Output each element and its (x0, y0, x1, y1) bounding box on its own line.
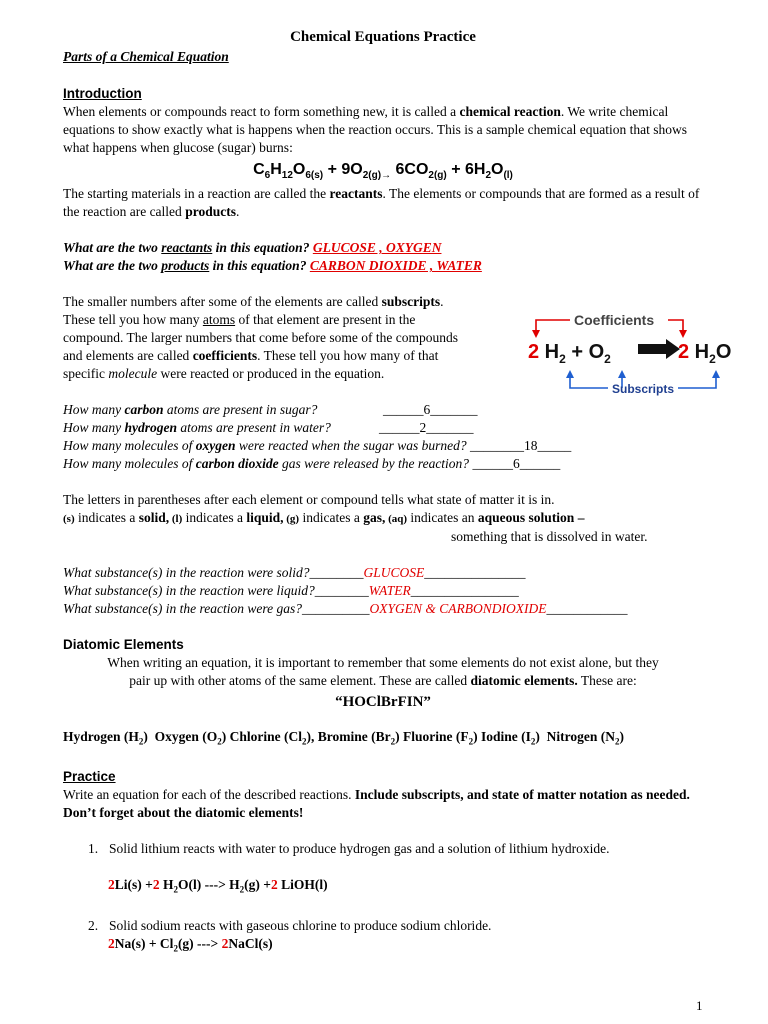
states-legend: (s) indicates a solid, (l) indicates a liquid, (g) indicates a gas, (aq) indicates an aqueous solution – (63, 510, 585, 526)
subscript-arrow-right-icon (712, 370, 720, 378)
practice-item-2: 2. Solid sodium reacts with gaseous chlorine to produce sodium chloride. (88, 917, 492, 933)
diatomic-heading: Diatomic Elements (63, 637, 184, 653)
reactants-question: What are the two reactants in this equation? GLUCOSE , OXYGEN (63, 240, 442, 256)
coefficient-arrow-left-icon (532, 330, 540, 338)
practice-answer-2: $2Na(s) + Cl_2(g)$ ---> 2NaCl(s) (108, 935, 273, 954)
svg-text:2 H2O: 2 $H_2O$ (678, 341, 732, 366)
liquid-answer: WATER (368, 583, 411, 599)
gas-question: What substance(s) in the reaction were gas?__________OXYGEN & CARBONDIOXIDE____________ (63, 601, 628, 617)
carbon-count-question: How many carbon atoms are present in sugar? ______6_______ (63, 402, 478, 418)
hydrogen-count-question: How many hydrogen atoms are present in water? ______2_______ (63, 420, 474, 436)
reaction-arrow-icon (638, 339, 680, 359)
worksheet-page (63, 28, 703, 957)
diagram-equation: 2 $H_2 + O_2$ (528, 341, 611, 366)
products-question: What are the two products in this equation? CARBON DIOXIDE , WATER (63, 258, 482, 274)
glucose-combustion-equation: $C_6H_{12}O_{6(s)} + 9O_{2(g)\to}$ $6CO_{2(g)} + 6H_2O_{(l)}$ (253, 161, 513, 182)
practice-item-1: 1. Solid lithium reacts with water to produce hydrogen gas and a solution of lithium hydroxide. (88, 840, 610, 856)
diatomic-mnemonic: “HOClBrFIN” (335, 694, 431, 711)
introduction-heading: Introduction (63, 86, 142, 101)
practice-answer-1: 2Li(s) +2 $H_2O(l)$ ---> $H_2(g) +2$ LiOH(l) (108, 876, 328, 895)
carbon-count-answer: ______6_______ (383, 402, 478, 418)
coefficients-label: Coefficients (574, 312, 655, 328)
subscripts-label: Subscripts (612, 382, 675, 396)
gas-answer: OXYGEN & CARBONDIOXIDE (369, 601, 547, 617)
intro-paragraph: When elements or compounds react to form something new, it is called a chemical reaction. We write chemical equations to show exactly what is happens when the reaction occurs. This is a sample chemical equation that shows what happens when glucose (sugar) burns: (63, 104, 687, 155)
co2-count-question: How many molecules of carbon dioxide gas were released by the reaction? ______6______ (63, 456, 561, 472)
oxygen-count-answer: ________18_____ (469, 438, 572, 454)
reactants-products-paragraph: The starting materials in a reaction are called the reactants. The elements or compounds that are formed as a result of the reaction are called products. (63, 186, 700, 220)
hydrogen-count-answer: ______2_______ (379, 420, 474, 436)
diatomic-paragraph-1: When writing an equation, it is important to remember that some elements do not exist alone, but they (107, 655, 659, 671)
liquid-question: What substance(s) in the reaction were liquid?________WATER________________ (63, 583, 519, 599)
section-subtitle: Parts of a Chemical Equation (63, 49, 229, 64)
diatomic-paragraph-2: pair up with other atoms of the same element. These are called diatomic elements. These are: (129, 673, 637, 689)
solid-answer: GLUCOSE (363, 565, 425, 581)
practice-intro: Write an equation for each of the described reactions. Include subscripts, and state of matter notation as needed. Don’t forget about the diatomic elements! (63, 786, 690, 820)
subscript-arrow-left-icon (566, 370, 574, 378)
oxygen-count-question: How many molecules of oxygen were reacted when the sugar was burned? ________18_____ (63, 438, 572, 454)
co2-count-answer: ______6______ (472, 456, 561, 472)
reactants-answer: GLUCOSE , OXYGEN (312, 240, 442, 256)
subscripts-paragraph: The smaller numbers after some of the elements are called subscripts. These tell you how many atoms of that element are present in the compound. The larger numbers that come before some of the compounds and elements are called coefficients. These tell you how many of that specific molecule were reacted or produced in the equation. (63, 294, 459, 382)
coefficients-subscripts-diagram (528, 308, 740, 400)
page-number: 1 (696, 998, 703, 1013)
subscript-arrow-mid-icon (618, 370, 626, 378)
diatomic-list: Hydrogen $(H_2)$ Oxygen $(O_2)$ Chlorine $(Cl_2)$, Bromine $(Br_2)$ Fluorine $(F_2)$ Iodine $(I_2)$ Nitrogen $(N_2)$ (63, 729, 625, 747)
products-answer: CARBON DIOXIDE , WATER (309, 258, 482, 274)
solid-question: What substance(s) in the reaction were solid?________GLUCOSE_______________ (63, 565, 526, 581)
states-legend-continued: something that is dissolved in water. (451, 529, 648, 545)
practice-heading: Practice (63, 768, 116, 784)
page-title: Chemical Equations Practice (290, 29, 476, 45)
states-intro: The letters in parentheses after each element or compound tells what state of matter it is in. (63, 492, 555, 508)
coefficient-arrow-right-icon (679, 330, 687, 338)
